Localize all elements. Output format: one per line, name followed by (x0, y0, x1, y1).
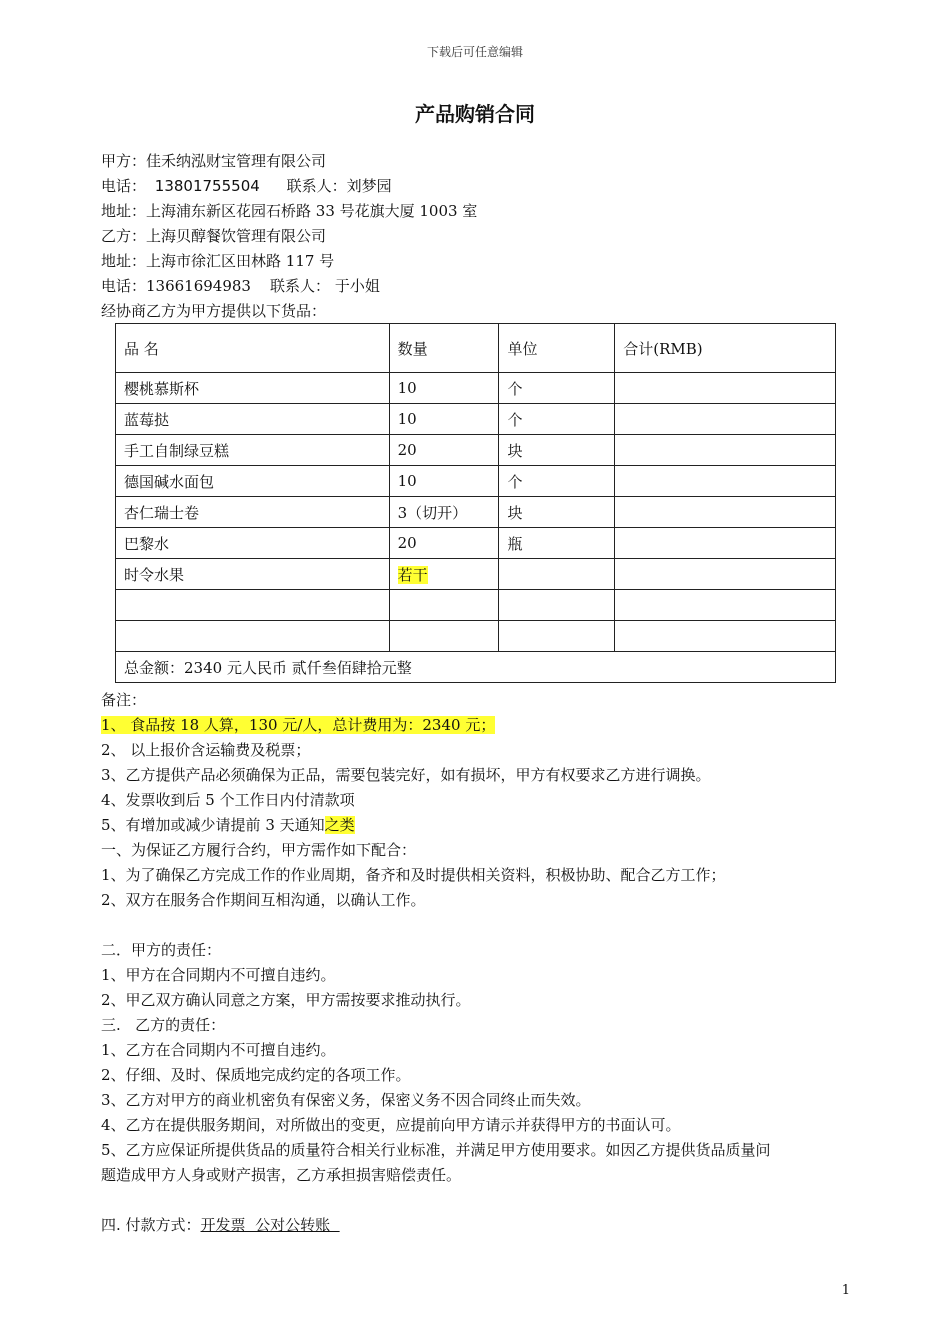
item-unit-cell: 个 (499, 466, 615, 497)
empty-cell (615, 621, 836, 652)
section-3-item-5: 5、乙方应保证所提供货品的质量符合相关行业标准，并满足甲方使用要求。如因乙方提供货品质量问 (101, 1141, 771, 1159)
table-row (116, 435, 836, 466)
party-b-address: 地址：上海市徐汇区田林路 117 号 (101, 252, 335, 270)
goods-intro: 经协商乙方为甲方提供以下货品： (101, 302, 327, 320)
section-3-item-1: 1、乙方在合同期内不可擅自违约。 (101, 1041, 336, 1059)
item-qty-cell: 20 (389, 528, 499, 559)
note-3: 3、乙方提供产品必须确保为正品，需要包装完好，如有损坏，甲方有权要求乙方进行调换。 (101, 766, 711, 784)
section-3-item-4: 4、乙方在提供服务期间，对所做出的变更，应提前向甲方请示并获得甲方的书面认可。 (101, 1116, 681, 1134)
table-header-row (116, 324, 836, 373)
note-1 (101, 715, 495, 735)
party-a-phone-line (101, 176, 392, 196)
item-unit-cell: 块 (499, 497, 615, 528)
table-total-row (116, 652, 836, 683)
table-row (116, 373, 836, 404)
item-unit-cell: 个 (499, 404, 615, 435)
item-name-cell: 巴黎水 (116, 528, 390, 559)
note-4: 4、发票收到后 5 个工作日内付清款项 (101, 791, 355, 809)
item-name-cell: 时令水果 (116, 559, 390, 590)
item-total-cell (615, 559, 836, 590)
payment-method: 开发票 公对公转账 (200, 1216, 340, 1234)
item-qty-cell: 10 (389, 404, 499, 435)
page-header: 下载后可任意编辑 (426, 45, 523, 59)
item-qty-cell: 10 (389, 373, 499, 404)
empty-cell (499, 621, 615, 652)
party-b-phone-line: 电话：13661694983 联系人： 于小姐 (101, 277, 380, 295)
item-qty-cell: 10 (389, 466, 499, 497)
party-a-name: 甲方：佳禾纳泓财宝管理有限公司 (101, 152, 327, 170)
header-cell: 品 名 (116, 324, 390, 373)
party-a-contact: 联系人：刘梦园 (286, 177, 392, 195)
section-3-title: 三. 乙方的责任： (101, 1016, 226, 1034)
item-unit-cell (499, 559, 615, 590)
empty-cell (615, 590, 836, 621)
document-title: 产品购销合同 (415, 102, 535, 126)
section-3-item-2: 2、仔细、及时、保质地完成约定的各项工作。 (101, 1066, 411, 1084)
item-qty-cell: 3（切开） (389, 497, 499, 528)
item-name-cell: 德国碱水面包 (116, 466, 390, 497)
party-a-address: 地址：上海浦东新区花园石桥路 33 号花旗大厦 1003 室 (101, 202, 478, 220)
empty-cell (389, 621, 499, 652)
notes-label: 备注： (101, 691, 147, 709)
empty-cell (389, 590, 499, 621)
note-5-highlight: 之类 (324, 816, 355, 834)
item-total-cell (615, 528, 836, 559)
table-row (116, 404, 836, 435)
section-1-item-2: 2、双方在服务合作期间互相沟通，以确认工作。 (101, 891, 426, 909)
empty-cell (116, 621, 390, 652)
table-row (116, 528, 836, 559)
note-1-text: 1、 食品按 18 人算，130 元/人，总计费用为：2340 元； (101, 716, 496, 734)
total-amount: 总金额：2340 元人民币 贰仟叁佰肆拾元整 (116, 652, 836, 683)
table-row (116, 621, 836, 652)
payment-label: 四. 付款方式： (101, 1216, 201, 1234)
note-5 (101, 815, 355, 835)
item-total-cell (615, 373, 836, 404)
empty-cell (116, 590, 390, 621)
item-total-cell (615, 404, 836, 435)
page-number: 1 (841, 1283, 850, 1298)
item-name-cell: 蓝莓挞 (116, 404, 390, 435)
party-a-phone-label: 电话： (101, 177, 147, 195)
section-3-item-3: 3、乙方对甲方的商业机密负有保密义务，保密义务不因合同终止而失效。 (101, 1091, 591, 1109)
section-3-item-5-cont: 题造成甲方人身或财产损害，乙方承担损害赔偿责任。 (101, 1166, 462, 1184)
empty-cell (499, 590, 615, 621)
item-name-cell: 樱桃慕斯杯 (116, 373, 390, 404)
item-qty-cell: 20 (389, 435, 499, 466)
section-1-item-1: 1、为了确保乙方完成工作的作业周期，备齐和及时提供相关资料，积极协助、配合乙方工作； (101, 866, 726, 884)
item-total-cell (615, 497, 836, 528)
item-unit-cell: 个 (499, 373, 615, 404)
section-2-item-1: 1、甲方在合同期内不可擅自违约。 (101, 966, 336, 984)
section-1-title: 一、为保证乙方履行合约，甲方需作如下配合： (101, 841, 417, 859)
item-qty-cell (389, 559, 499, 590)
item-unit-cell: 瓶 (499, 528, 615, 559)
section-2-item-2: 2、甲乙双方确认同意之方案，甲方需按要求推动执行。 (101, 991, 471, 1009)
section-2-title: 二．甲方的责任： (101, 941, 222, 959)
header-cell: 合计(RMB) (615, 324, 836, 373)
item-name-cell: 手工自制绿豆糕 (116, 435, 390, 466)
section-4 (101, 1215, 340, 1235)
table-row (116, 466, 836, 497)
goods-table (115, 323, 836, 683)
item-unit-cell: 块 (499, 435, 615, 466)
table-row (116, 497, 836, 528)
header-cell: 数量 (389, 324, 499, 373)
item-total-cell (615, 466, 836, 497)
item-total-cell (615, 435, 836, 466)
header-cell: 单位 (499, 324, 615, 373)
table-row (116, 559, 836, 590)
table-row (116, 590, 836, 621)
highlighted-qty: 若干 (397, 565, 428, 584)
party-a-phone: 13801755504 (154, 177, 260, 195)
note-5-text: 5、有增加或减少请提前 3 天通知 (101, 816, 325, 834)
note-2: 2、 以上报价含运输费及税票； (101, 741, 311, 759)
party-b-name: 乙方：上海贝醇餐饮管理有限公司 (101, 227, 327, 245)
item-name-cell: 杏仁瑞士卷 (116, 497, 390, 528)
